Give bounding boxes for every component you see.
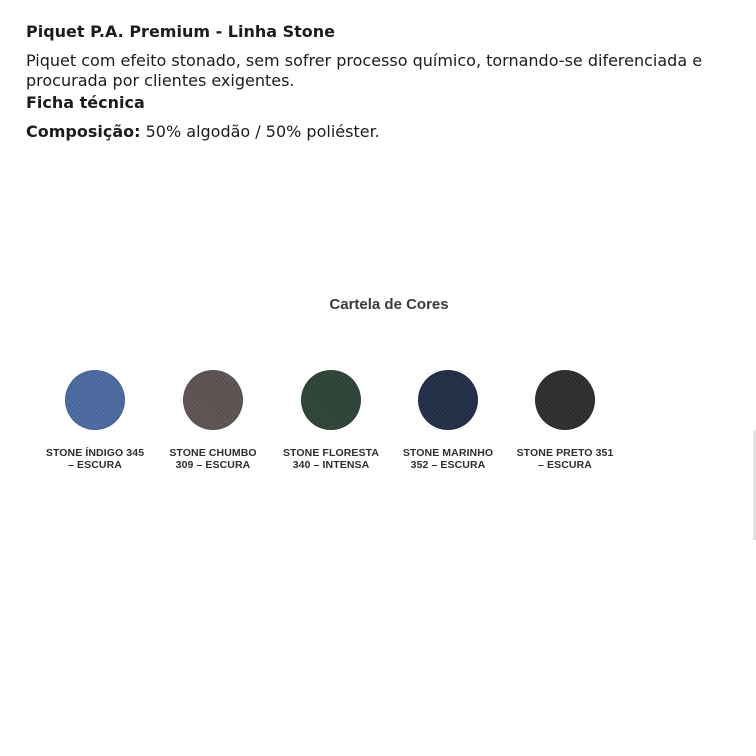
swatch-label-line1: STONE ÍNDIGO 345 xyxy=(45,447,145,459)
swatch-color-circle xyxy=(301,370,361,430)
swatch-stone-marinho xyxy=(389,370,507,471)
swatch-stone-preto xyxy=(506,370,624,471)
swatch-label-line2: 352 – ESCURA xyxy=(410,459,486,471)
technical-sheet-heading: Ficha técnica xyxy=(26,93,145,112)
swatch-label-line2: 309 – ESCURA xyxy=(175,459,251,471)
product-description: Piquet com efeito stonado, sem sofrer processo químico, tornando-se diferenciada e procurada por clientes exigentes. xyxy=(26,51,703,90)
color-swatches xyxy=(36,370,626,480)
swatch-label xyxy=(389,447,507,471)
composition-value: 50% algodão / 50% poliéster. xyxy=(145,122,380,141)
swatch-label-line2: 340 – INTENSA xyxy=(292,459,370,471)
swatch-label xyxy=(506,447,624,471)
product-title: Piquet P.A. Premium - Linha Stone xyxy=(26,22,336,41)
swatch-color-circle xyxy=(418,370,478,430)
composition-line xyxy=(26,122,380,142)
composition-label: Composição: xyxy=(26,122,141,141)
swatch-label-line2: – ESCURA xyxy=(68,459,122,471)
swatch-color-circle xyxy=(535,370,595,430)
swatch-label xyxy=(154,447,272,471)
color-card-title: Cartela de Cores xyxy=(329,296,449,313)
swatch-label xyxy=(36,447,154,471)
swatch-label-line1: STONE MARINHO xyxy=(402,447,494,459)
swatch-color-circle xyxy=(65,370,125,430)
swatch-stone-chumbo xyxy=(154,370,272,471)
swatch-label xyxy=(272,447,390,471)
swatch-color-circle xyxy=(183,370,243,430)
swatch-stone-indigo xyxy=(36,370,154,471)
swatch-label-line1: STONE FLORESTA xyxy=(282,447,380,459)
swatch-label-line1: STONE PRETO 351 xyxy=(516,447,614,459)
swatch-label-line1: STONE CHUMBO xyxy=(169,447,257,459)
swatch-stone-floresta xyxy=(272,370,390,471)
swatch-label-line2: – ESCURA xyxy=(538,459,592,471)
